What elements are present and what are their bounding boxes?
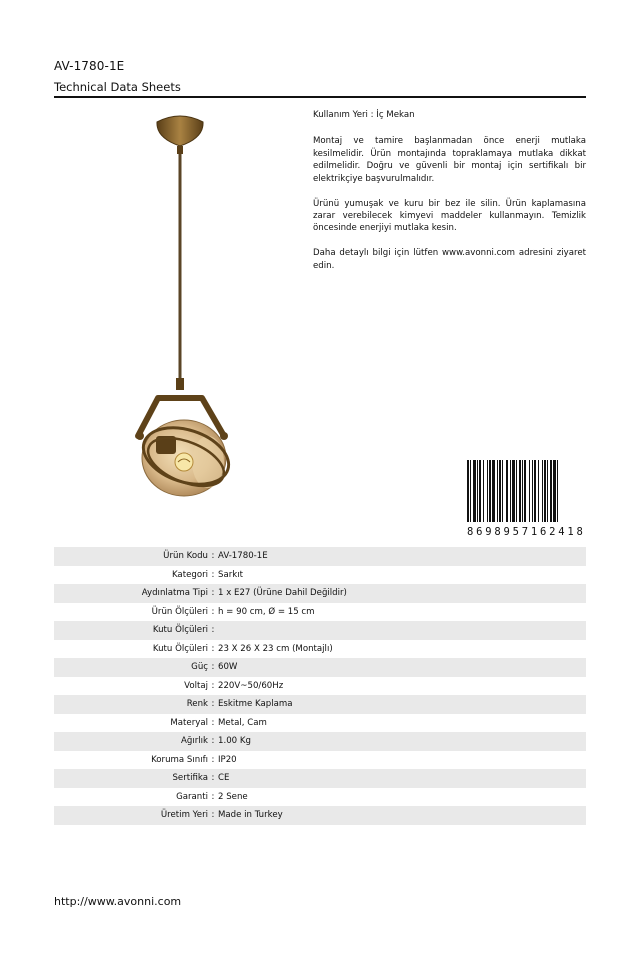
spec-label: Üretim Yeri: [160, 810, 208, 821]
barcode: [466, 460, 584, 536]
spec-label: Güç: [191, 662, 208, 673]
document-code: AV-1780-1E: [54, 59, 125, 73]
spec-label: Aydınlatma Tipi: [141, 588, 208, 599]
spec-value: Metal, Cam: [218, 717, 267, 728]
spec-value: Sarkıt: [218, 569, 243, 580]
spec-value: 23 X 26 X 23 cm (Montajlı): [218, 643, 333, 654]
spec-row: [54, 621, 586, 640]
spec-label: Voltaj: [184, 680, 208, 691]
spec-table: [54, 547, 586, 825]
spec-separator: :: [211, 569, 215, 580]
spec-separator: :: [211, 773, 215, 784]
spec-label: Kategori: [171, 569, 208, 580]
spec-value: AV-1780-1E: [218, 551, 268, 562]
spec-separator: :: [211, 551, 215, 562]
barcode-digit: 6: [540, 526, 547, 538]
document-subtitle: Technical Data Sheets: [54, 80, 181, 94]
spec-separator: :: [211, 791, 215, 802]
spec-separator: :: [211, 588, 215, 599]
footer-url[interactable]: http://www.avonni.com: [54, 895, 182, 908]
spec-separator: :: [211, 606, 215, 617]
spec-row: [54, 658, 586, 677]
spec-label: Sertifika: [172, 773, 208, 784]
header-divider: [54, 96, 586, 98]
spec-value: 220V~50/60Hz: [218, 680, 284, 691]
spec-label: Koruma Sınıfı: [151, 754, 208, 765]
barcode-digit: 1: [530, 526, 538, 538]
barcode-digit: 4: [558, 526, 565, 538]
spec-row: [54, 547, 586, 566]
barcode-digit: 5: [512, 526, 519, 538]
spec-label: Renk: [186, 699, 208, 710]
usage-info: [313, 109, 586, 285]
spec-value: 1.00 Kg: [218, 736, 251, 747]
spec-separator: :: [211, 662, 215, 673]
spec-value: 1 x E27 (Ürüne Dahil Değildir): [218, 588, 347, 599]
care-instructions: Ürünü yumuşak ve kuru bir bez ile silin. Ürün kaplamasına zarar verebilecek kimyevi maddeler kullanmayın. Temizlik öncesinde enerjiyi mutlaka kesin.: [313, 198, 586, 234]
barcode-digit: 8: [576, 526, 583, 538]
spec-separator: :: [211, 754, 215, 765]
barcode-digit: 7: [521, 526, 529, 538]
spec-value: Eskitme Kaplama: [218, 699, 293, 710]
spec-label: Materyal: [170, 717, 208, 728]
pendant-lamp-illustration: [120, 110, 250, 530]
safety-warning: Montaj ve tamire başlanmadan önce enerji mutlaka kesilmelidir. Ürün montajında topraklamaya mutlaka dikkat edilmelidir. Doğru ve güvenli bir montaj için sertifikalı bir elektrikçiye başvurulmalıdır.: [313, 136, 586, 184]
barcode-digit: 9: [485, 526, 492, 538]
spec-row: [54, 732, 586, 751]
barcode-digit: 1: [567, 526, 574, 538]
spec-row: [54, 714, 586, 733]
spec-separator: :: [211, 810, 215, 821]
barcode-digit: 8: [467, 526, 474, 538]
spec-row: [54, 788, 586, 807]
barcode-digit: 6: [476, 526, 483, 538]
usage-location: Kullanım Yeri : İç Mekan: [313, 110, 415, 120]
barcode-bars: [466, 460, 584, 522]
spec-separator: :: [211, 717, 215, 728]
spec-value: h = 90 cm, Ø = 15 cm: [218, 606, 315, 617]
spec-label: Kutu Ölçüleri: [152, 625, 208, 636]
spec-label: Ürün Ölçüleri: [151, 606, 208, 617]
barcode-digit: 8: [494, 526, 501, 538]
more-info: Daha detaylı bilgi için lütfen www.avonni.com adresini ziyaret edin.: [313, 248, 586, 271]
spec-value: IP20: [218, 754, 237, 765]
spec-label: Ağırlık: [180, 736, 208, 747]
spec-separator: :: [211, 736, 215, 747]
spec-value: 60W: [218, 662, 238, 673]
spec-separator: :: [211, 680, 215, 691]
spec-separator: :: [211, 699, 215, 710]
spec-row: [54, 566, 586, 585]
spec-row: [54, 603, 586, 622]
spec-separator: :: [211, 625, 215, 636]
spec-value: Made in Turkey: [218, 810, 283, 821]
spec-separator: :: [211, 643, 215, 654]
spec-row: [54, 640, 586, 659]
spec-row: [54, 677, 586, 696]
barcode-digit: 9: [503, 526, 510, 538]
spec-label: Garanti: [176, 791, 208, 802]
spec-label: Kutu Ölçüleri: [152, 643, 208, 654]
spec-row: [54, 695, 586, 714]
spec-label: Ürün Kodu: [163, 551, 208, 562]
spec-value: CE: [218, 773, 230, 784]
canopy-icon: [157, 116, 203, 146]
bulb-icon: [175, 453, 193, 471]
barcode-digits: [466, 526, 584, 538]
spec-row: [54, 769, 586, 788]
spec-value: 2 Sene: [218, 791, 248, 802]
spec-row: [54, 806, 586, 825]
barcode-digit: 2: [549, 526, 556, 538]
spec-row: [54, 584, 586, 603]
spec-row: [54, 751, 586, 770]
